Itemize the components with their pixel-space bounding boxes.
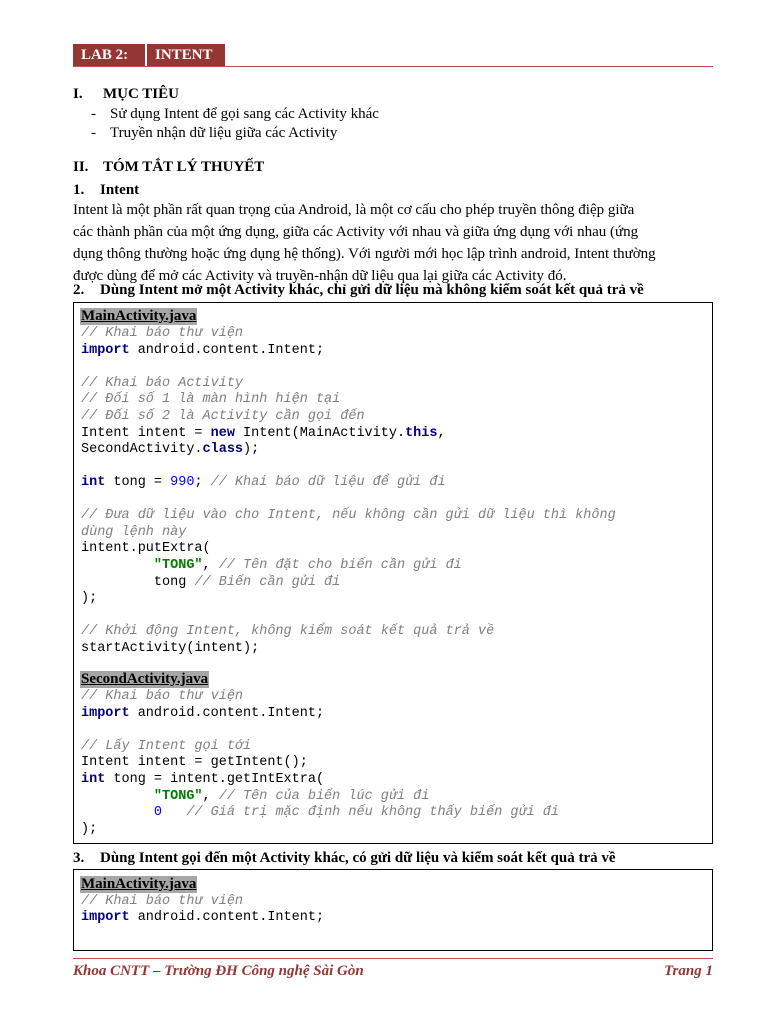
footer-institution: Khoa CNTT – Trường ĐH Công nghệ Sài Gòn [73, 963, 364, 979]
code-comment: // Đưa dữ liệu vào cho Intent, nếu không cần gửi dữ liệu thì không [81, 508, 616, 523]
subsection-title: Dùng Intent gọi đến một Activity khác, có gửi dữ liệu và kiểm soát kết quả trả về [100, 850, 616, 866]
code-keyword: this [405, 426, 438, 441]
code-line [81, 805, 559, 820]
code-line [81, 508, 616, 523]
code-text: android.content.Intent; [129, 706, 325, 721]
bullet-dash: - [91, 125, 96, 141]
code-comment: dùng lệnh này [81, 525, 187, 540]
code-text [162, 805, 186, 820]
subsection-number: 1. [73, 182, 85, 198]
code-indent [81, 805, 154, 820]
code-line [81, 755, 308, 770]
code-keyword: import [81, 343, 130, 358]
code-comment: // Giá trị mặc định nếu không thấy biến gửi đi [186, 805, 560, 820]
code-line [81, 376, 243, 391]
code-line [81, 772, 324, 787]
bullet-dash: - [91, 106, 96, 122]
code-text: ); [243, 442, 260, 457]
page-number: Trang 1 [663, 963, 713, 979]
section-heading-theory [73, 159, 264, 176]
code-comment: // Khai báo thư viện [81, 689, 244, 704]
subsection-heading-activity-result [73, 850, 616, 867]
file-name-label: MainActivity.java [81, 308, 197, 324]
code-line [81, 910, 324, 925]
code-text: android.content.Intent; [129, 910, 325, 925]
subsection-number: 3. [73, 850, 85, 866]
list-item [91, 106, 379, 123]
code-keyword: class [202, 442, 244, 457]
code-line [81, 392, 340, 407]
code-line [81, 442, 259, 457]
code-indent [81, 575, 154, 590]
list-item-text: Truyền nhận dữ liệu giữa các Activity [110, 125, 338, 141]
code-text: android.content.Intent; [129, 343, 325, 358]
code-line [81, 624, 494, 639]
code-text: tong = [105, 475, 171, 490]
code-line [81, 558, 462, 573]
code-text: , [202, 789, 219, 804]
section-number: I. [73, 86, 83, 102]
section-title: TÓM TẮT LÝ THUYẾT [103, 159, 265, 175]
code-text: Intent intent = getIntent(); [81, 755, 308, 770]
subsection-title: Dùng Intent mở một Activity khác, chỉ gửi dữ liệu mà không kiểm soát kết quả trả về [100, 282, 644, 298]
paragraph-line: dụng thông thường hoặc ứng dụng hệ thống). Với người mới học lập trình android, Intent thường [73, 246, 656, 262]
code-keyword: import [81, 706, 130, 721]
paragraph-line: Intent là một phần rất quan trọng của Android, là một cơ cấu cho phép truyền thông điệp giữa [73, 202, 635, 218]
code-line [81, 591, 97, 606]
section-title: MỤC TIÊU [103, 86, 179, 102]
code-text: , [437, 426, 446, 441]
code-line [81, 426, 446, 441]
code-line [81, 541, 211, 556]
code-string: "TONG" [153, 789, 203, 804]
subsection-title: Intent [100, 182, 140, 198]
code-comment: // Biến cần gửi đi [194, 575, 341, 590]
code-string: "TONG" [153, 558, 203, 573]
code-line [81, 343, 324, 358]
code-text: ); [81, 591, 98, 606]
paragraph-line: được dùng để mở các Activity và truyền-nhận dữ liệu qua lại giữa các Activity đó. [73, 268, 567, 284]
code-comment: // Khai báo Activity [81, 376, 244, 391]
file-name-label: MainActivity.java [81, 876, 197, 892]
section-number: II. [73, 159, 89, 175]
code-text: ; [194, 475, 211, 490]
code-line [81, 894, 243, 909]
list-item-text: Sử dụng Intent để gọi sang các Activity khác [110, 106, 379, 122]
code-comment: // Đối số 2 là Activity cần gọi đến [81, 409, 365, 424]
file-name-label: SecondActivity.java [81, 671, 209, 687]
code-comment: // Tên của biến lúc gửi đi [218, 789, 430, 804]
subsection-number: 2. [73, 282, 85, 298]
code-comment: // Đối số 1 là màn hình hiện tại [81, 392, 341, 407]
section-heading-objectives [73, 86, 179, 103]
code-comment: // Khai báo thư viện [81, 894, 244, 909]
footer-rule [73, 958, 713, 959]
code-line [81, 739, 251, 754]
lab-title: INTENT [147, 44, 225, 66]
paragraph-line: các thành phần của một ứng dụng, giữa các Activity với nhau và giữa ứng dụng với nhau (ứng [73, 224, 639, 240]
list-item [91, 125, 337, 142]
code-comment: // Khai báo thư viện [81, 326, 244, 341]
code-keyword: int [81, 772, 106, 787]
code-comment: // Tên đặt cho biến cần gửi đi [218, 558, 462, 573]
code-line [81, 789, 429, 804]
code-text: tong = intent.getIntExtra( [105, 772, 325, 787]
code-indent [81, 789, 154, 804]
code-line [81, 475, 446, 490]
code-line [81, 326, 243, 341]
code-keyword: import [81, 910, 130, 925]
lab-number: LAB 2: [73, 44, 145, 66]
code-line [81, 706, 324, 721]
code-text: startActivity(intent); [81, 641, 260, 656]
code-comment: // Khai báo dữ liệu để gửi đi [210, 475, 446, 490]
intent-paragraph [73, 199, 715, 287]
code-indent [81, 558, 154, 573]
code-line [81, 641, 259, 656]
code-line [81, 575, 340, 590]
subsection-heading-open-activity [73, 282, 644, 299]
code-text: Intent(MainActivity. [234, 426, 406, 441]
code-text: ); [81, 822, 98, 837]
lab-header [73, 44, 713, 67]
code-text: SecondActivity. [81, 442, 203, 457]
code-text: intent.putExtra( [81, 541, 211, 556]
code-number: 990 [170, 475, 195, 490]
code-line [81, 409, 365, 424]
code-number: 0 [153, 805, 163, 820]
code-line [81, 822, 97, 837]
code-line [81, 689, 243, 704]
code-comment: // Lấy Intent gọi tới [81, 739, 252, 754]
code-text: tong [153, 575, 195, 590]
code-text: Intent intent = [81, 426, 211, 441]
code-line [81, 525, 186, 540]
code-text: , [202, 558, 219, 573]
subsection-heading-intent [73, 182, 139, 199]
code-comment: // Khởi động Intent, không kiểm soát kết quả trả về [81, 624, 495, 639]
code-keyword: new [210, 426, 235, 441]
code-keyword: int [81, 475, 106, 490]
